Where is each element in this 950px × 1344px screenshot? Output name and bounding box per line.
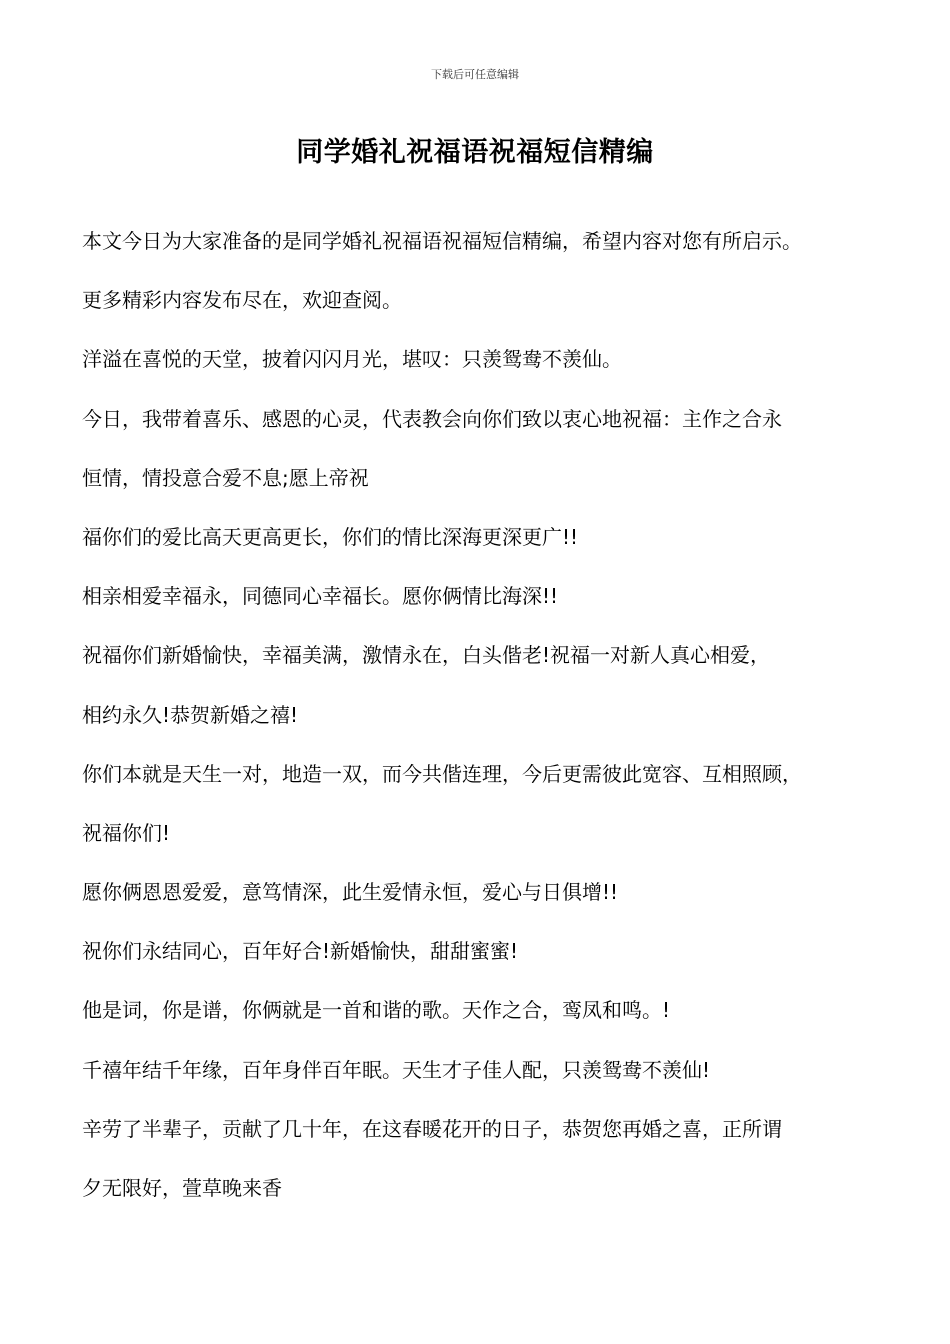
paragraph-line: 夕无限好，萱草晚来香 xyxy=(82,1176,282,1200)
paragraph-line: 祝福你们! xyxy=(82,820,171,845)
header-note: 下载后可任意编辑 xyxy=(431,68,519,81)
paragraph-line: 祝你们永结同心，百年好合!新婚愉快，甜甜蜜蜜! xyxy=(82,939,519,964)
paragraph-line: 千禧年结千年缘，百年身伴百年眠。天生才子佳人配，只羡鸳鸯不羡仙! xyxy=(82,1057,711,1082)
paragraph-line: 今日，我带着喜乐、感恩的心灵，代表教会向你们致以衷心地祝福：主作之合永 xyxy=(82,406,782,431)
paragraph-line: 洋溢在喜悦的天堂，披着闪闪月光，堪叹：只羡鸳鸯不羡仙。 xyxy=(82,347,622,372)
paragraph-line: 相约永久!恭贺新婚之禧! xyxy=(82,702,299,727)
body-text xyxy=(82,218,902,1224)
paragraph-line: 祝福你们新婚愉快，幸福美满，激情永在，白头偕老!祝福一对新人真心相爱， xyxy=(82,643,771,668)
paragraph-line: 本文今日为大家准备的是同学婚礼祝福语祝福短信精编，希望内容对您有所启示。 xyxy=(82,229,802,253)
document-title: 同学婚礼祝福语祝福短信精编 xyxy=(296,137,654,168)
paragraph-line: 更多精彩内容发布尽在，欢迎查阅。 xyxy=(82,288,402,313)
paragraph-line: 愿你俩恩恩爱爱，意笃情深，此生爱情永恒，爱心与日俱增!! xyxy=(82,880,619,905)
paragraph-line: 恒情，情投意合爱不息;愿上帝祝 xyxy=(82,465,369,490)
paragraph-line: 辛劳了半辈子，贡献了几十年，在这春暖花开的日子，恭贺您再婚之喜，正所谓 xyxy=(82,1116,782,1141)
paragraph-line: 他是词，你是谱，你俩就是一首和谐的歌。天作之合，鸾凤和鸣。! xyxy=(82,998,671,1023)
paragraph-line: 你们本就是天生一对，地造一双，而今共偕连理，今后更需彼此宽容、互相照顾， xyxy=(82,761,802,786)
paragraph-line: 相亲相爱幸福永，同德同心幸福长。愿你俩情比海深!! xyxy=(82,584,559,609)
paragraph-line: 福你们的爱比高天更高更长，你们的情比深海更深更广!! xyxy=(82,524,579,549)
